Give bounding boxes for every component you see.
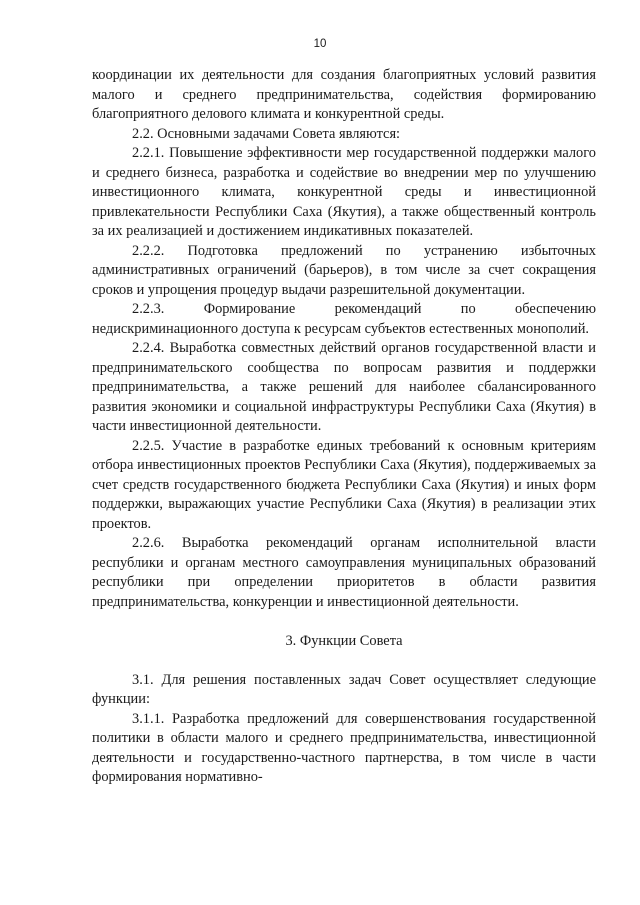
section-3-heading: 3. Функции Совета (285, 632, 403, 649)
paragraph-2-2-1: 2.2.1. Повышение эффективности мер государственной поддержки малого и среднего бизнеса, разработка и содействие во внедрении мер по улучшению инвестиционного климата, конкурентной среды и инвестиционной привлекательности Республики Саха (Якутия), а также общественный контроль за их реализацией и достижением индикативных показателей. (92, 145, 596, 239)
page-number: 10 (313, 38, 327, 50)
paragraph-2-2-2: 2.2.2. Подготовка предложений по устранению избыточных административных ограничений (барьеров), в том числе за счет сокращения сроков и упрощения процедур выдачи разрешительной документации. (92, 242, 596, 298)
paragraph-2-2-5: 2.2.5. Участие в разработке единых требований к основным критериям отбора инвестиционных проектов Республики Саха (Якутия), поддерживаемых за счет средств государственного бюджета Республики Саха (Якутия) и иных форм поддержки, выражающих участие Республики Саха (Якутия) в реализации этих проектов. (92, 437, 596, 532)
spacer (92, 651, 596, 671)
paragraph-2-2-4: 2.2.4. Выработка совместных действий органов государственной власти и предпринимательского сообщества по вопросам развития и поддержки предпринимательства, а также решений для наиболее сбалансированного развития экономики и социальной инфраструктуры Республики Саха (Якутия) в части инвестиционной деятельности. (92, 340, 596, 434)
continuation-paragraph: координации их деятельности для создания благоприятных условий развития малого и среднего предпринимательства, содействия формированию благоприятного делового климата и конкурентной среды. (92, 67, 596, 122)
spacer (92, 612, 596, 632)
paragraph-3-1-1: 3.1.1. Разработка предложений для совершенствования государственной политики в области малого и среднего предпринимательства, инвестиционной деятельности и государственно-частного партнерства, в том числе в части формирования нормативно- (92, 710, 596, 785)
paragraph-2-2-3: 2.2.3. Формирование рекомендаций по обеспечению недискриминационного доступа к ресурсам субъектов естественных монополий. (92, 301, 596, 337)
paragraph-2-2-6: 2.2.6. Выработка рекомендаций органам исполнительной власти республики и органам местного самоуправления муниципальных образований республики при определении приоритетов в области развития предпринимательства, конкуренции и инвестиционной деятельности. (92, 535, 596, 610)
paragraph-3-1: 3.1. Для решения поставленных задач Совет осуществляет следующие функции: (92, 671, 596, 707)
paragraph-2-2: 2.2. Основными задачами Совета являются: (132, 125, 401, 142)
document-body (92, 66, 596, 788)
